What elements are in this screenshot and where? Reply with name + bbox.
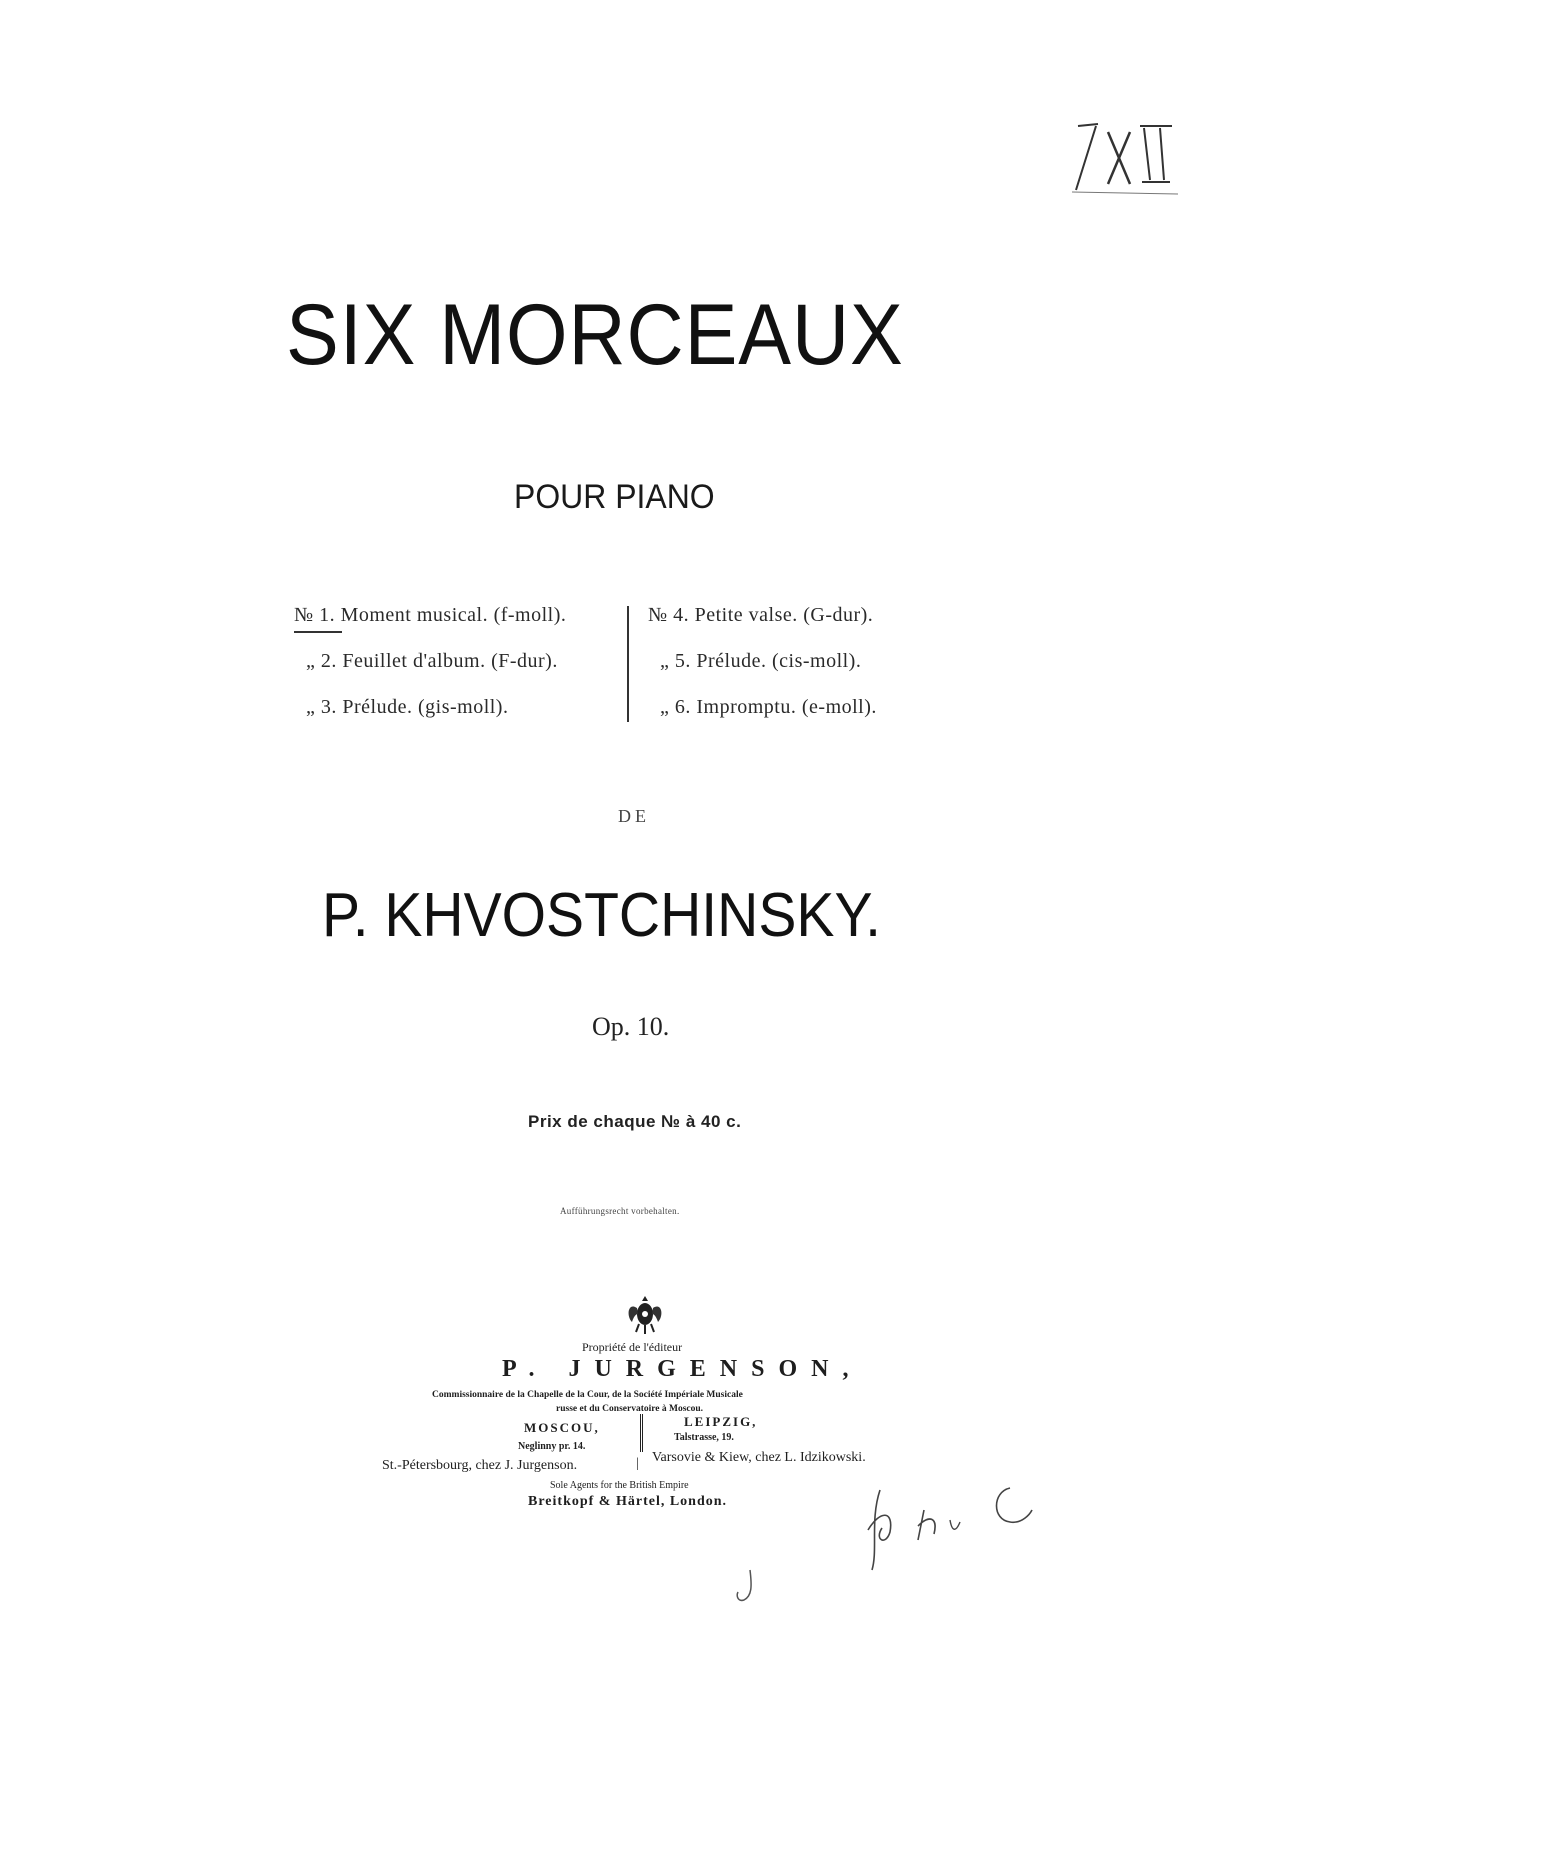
composer-name: P. KHVOSTCHINSKY.: [322, 881, 881, 950]
publisher-city-leipzig: LEIPZIG,: [684, 1414, 758, 1429]
publisher-address-leipzig: Talstrasse, 19.: [674, 1432, 734, 1443]
piece-list-right: [648, 604, 978, 734]
eagle-emblem-icon: [624, 1292, 666, 1336]
publisher-property: Propriété de l'éditeur: [582, 1340, 683, 1354]
publisher-agent-name: Breitkopf & Härtel, London.: [528, 1494, 728, 1509]
publisher-branch-st-petersbourg: St.-Pétersbourg, chez J. Jurgenson.: [382, 1458, 578, 1473]
list-item: „ 3. Prélude. (gis-moll).: [306, 696, 509, 718]
column-divider: [627, 606, 629, 722]
branch-separator: |: [636, 1456, 639, 1471]
handwritten-signature: [860, 1470, 1060, 1580]
opus-number: Op. 10.: [592, 1012, 670, 1041]
publisher-city-moscou: MOSCOU,: [524, 1420, 600, 1435]
rights-notice: Aufführungsrecht vorbehalten.: [560, 1206, 680, 1216]
publisher-branch-varsovie: Varsovie & Kiew, chez L. Idzikowski.: [652, 1450, 866, 1465]
publisher-name: P. JURGENSON,: [502, 1356, 863, 1382]
list-item: № 4. Petite valse. (G-dur).: [648, 604, 874, 626]
list-item: „ 6. Impromptu. (e-moll).: [660, 696, 877, 718]
piece-list-left: [294, 604, 624, 734]
publisher-commission: Commissionnaire de la Chapelle de la Cour, de la Société Impériale Musicale: [432, 1390, 743, 1400]
price-line: Prix de chaque № à 40 c.: [528, 1112, 742, 1131]
handwritten-shelf-mark: [1068, 118, 1188, 198]
address-bracket: [640, 1414, 649, 1452]
subtitle: POUR PIANO: [514, 478, 715, 516]
list-item: № 1. Moment musical. (f-moll).: [294, 604, 567, 626]
publisher-address-moscou: Neglinny pr. 14.: [518, 1441, 586, 1452]
page-title: SIX MORCEAUX: [286, 287, 904, 383]
underline-divider: [294, 631, 342, 633]
publisher-agents: Sole Agents for the British Empire: [550, 1480, 689, 1491]
handwritten-mark: [730, 1566, 760, 1606]
publisher-commission-2: russe et du Conservatoire à Moscou.: [556, 1404, 704, 1414]
by-label: DE: [618, 806, 650, 826]
list-item: „ 5. Prélude. (cis-moll).: [660, 650, 862, 672]
list-item: „ 2. Feuillet d'album. (F-dur).: [306, 650, 558, 672]
